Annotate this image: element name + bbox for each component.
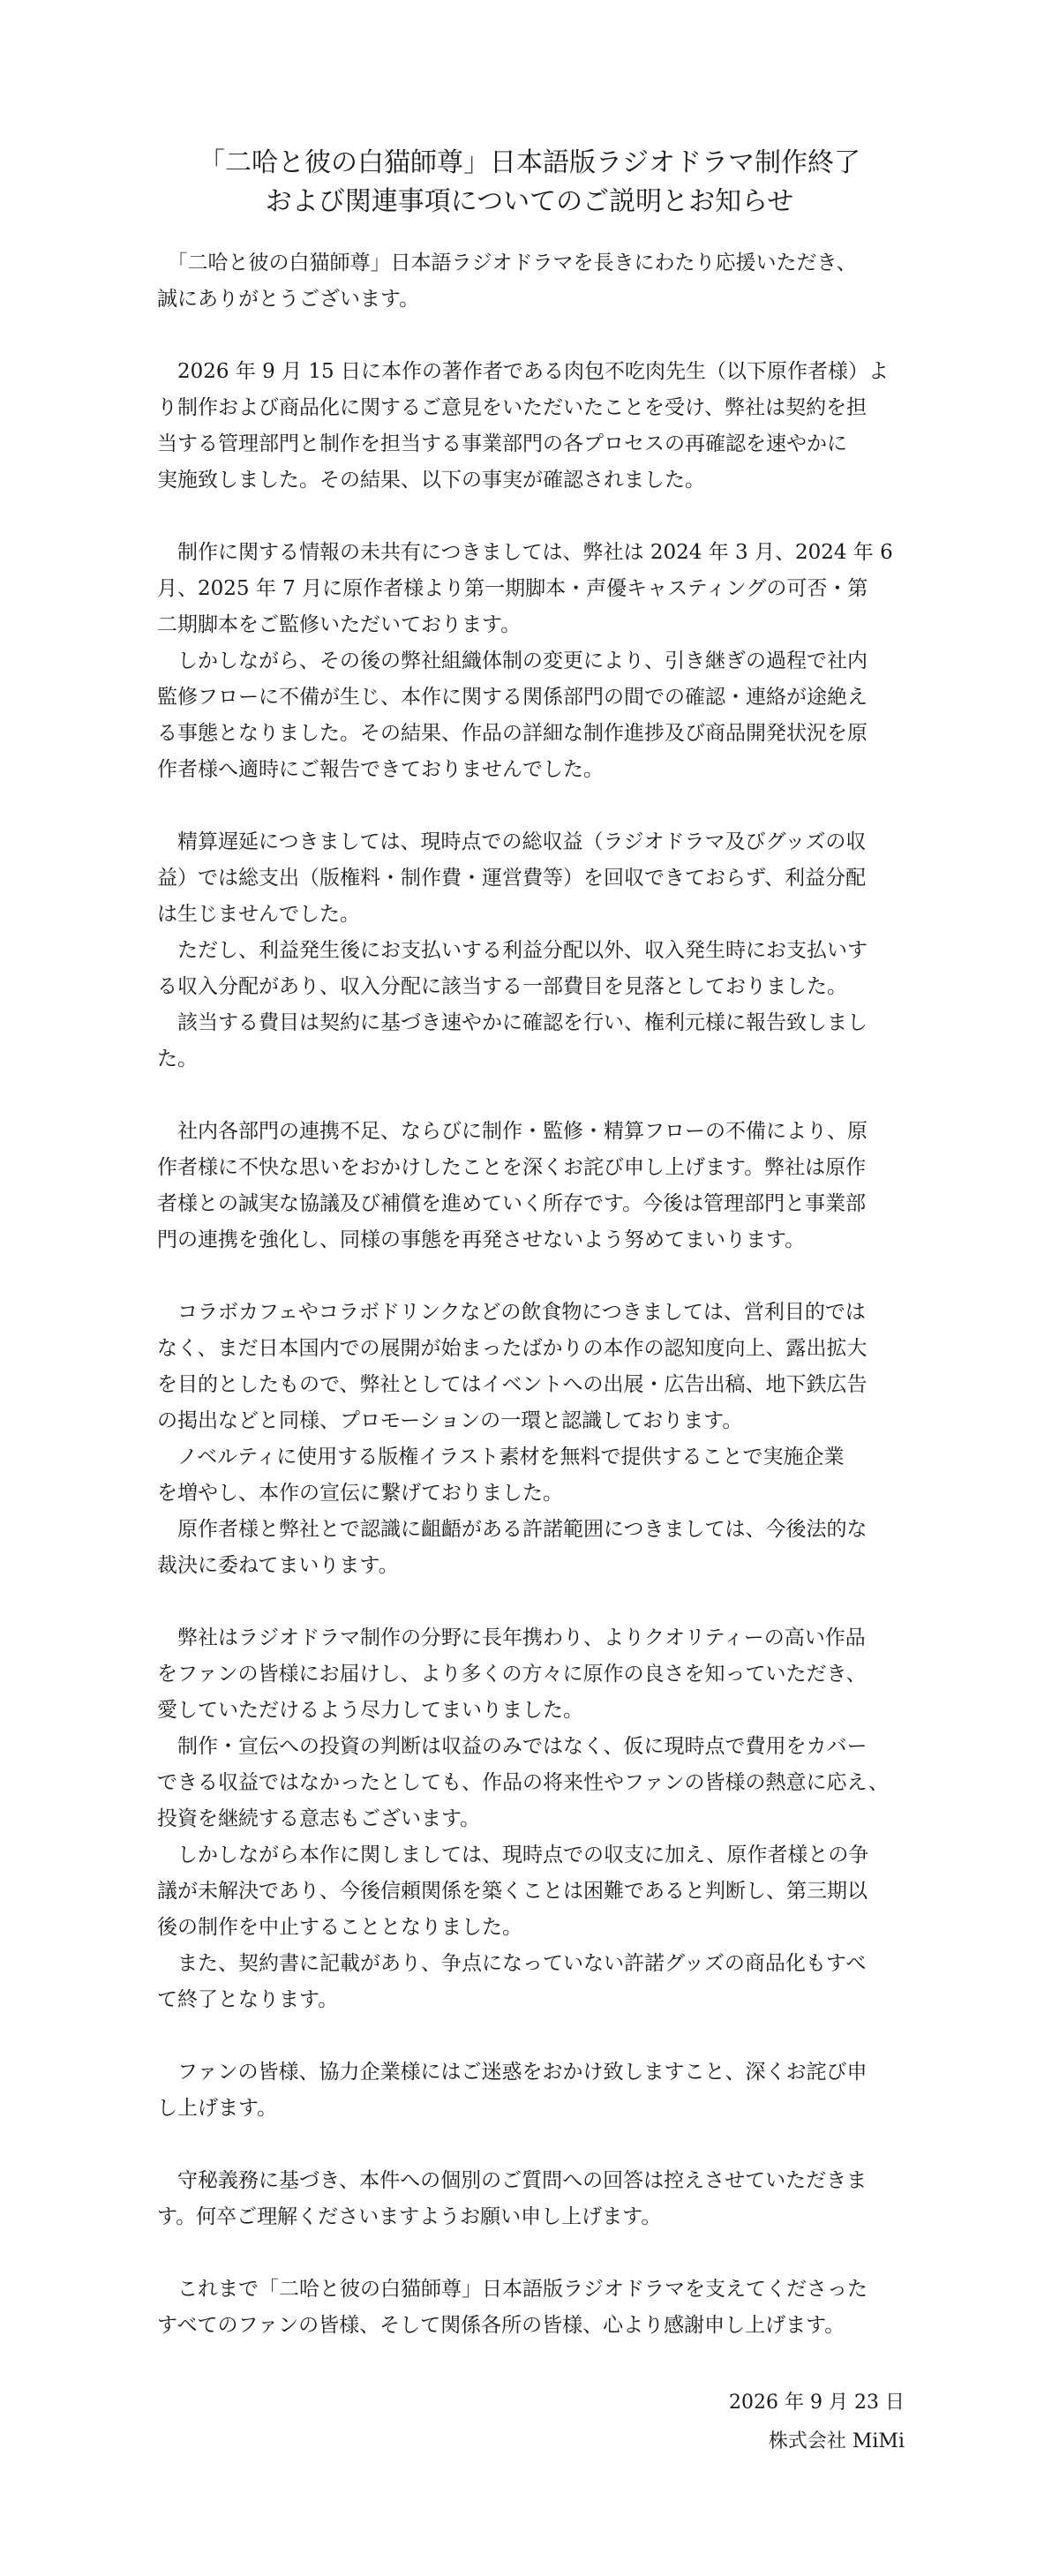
paragraph-line: をファンの皆様にお届けし、より多くの方々に原作の良さを知っていただき、 bbox=[157, 1663, 867, 1686]
paragraph bbox=[157, 1114, 902, 1258]
paragraph-line: 門の連携を強化し、同様の事態を再発させないよう努めてまいります。 bbox=[157, 1228, 806, 1251]
paragraph-line: 2026 年 9 月 15 日に本作の著作者である肉包不吃肉先生（以下原作者様）よ bbox=[157, 360, 889, 383]
paragraph-line: 投資を継続する意志もございます。 bbox=[157, 1807, 481, 1830]
paragraph-line: を目的としたもので、弊社としてはイベントへの出展・広告出稿、地下鉄広告 bbox=[157, 1373, 867, 1396]
paragraph-line: た。 bbox=[157, 1048, 198, 1070]
paragraph-line: 誠にありがとうございます。 bbox=[157, 288, 420, 311]
paragraph bbox=[157, 1295, 902, 1584]
paragraph-line: これまで「二哈と彼の白猫師尊」日本語版ラジオドラマを支えてくださった bbox=[157, 2278, 867, 2301]
paragraph-line: また、契約書に記載があり、争点になっていない許諾グッズの商品化もすべ bbox=[157, 1952, 867, 1975]
paragraph-line: す。何卒ご理解くださいますようお願い申し上げます。 bbox=[157, 2205, 662, 2228]
paragraph-line: ただし、利益発生後にお支払いする利益分配以外、収入発生時にお支払いす bbox=[157, 939, 867, 962]
signature-date: 2026 年 9 月 23 日 bbox=[729, 2392, 905, 2414]
signature-company: 株式会社 MiMi bbox=[768, 2430, 905, 2452]
title-line: および関連事項についてのご説明とお知らせ bbox=[265, 186, 794, 217]
paragraph-line: は生じませんでした。 bbox=[157, 903, 360, 926]
paragraph bbox=[157, 354, 902, 499]
paragraph-line: 議が未解決であり、今後信頼関係を築くことは困難であると判断し、第三期以 bbox=[157, 1880, 867, 1903]
paragraph-line: なく、まだ日本国内での展開が始まったばかりの本作の認知度向上、露出拡大 bbox=[157, 1337, 867, 1360]
paragraph-line: 原作者様と弊社とで認識に齟齬がある許諾範囲につきましては、今後法的な bbox=[157, 1518, 867, 1541]
paragraph-line: 益）では総支出（版権料・制作費・運営費等）を回収できておらず、利益分配 bbox=[157, 867, 867, 890]
paragraph-line: すべてのファンの皆様、そして関係各所の皆様、心より感謝申し上げます。 bbox=[157, 2314, 845, 2337]
paragraph-line: 社内各部門の連携不足、ならびに制作・監修・精算フローの不備により、原 bbox=[157, 1120, 867, 1143]
paragraph bbox=[157, 824, 902, 1078]
paragraph-line: 者様との誠実な協議及び補償を進めていく所存です。今後は管理部門と事業部 bbox=[157, 1192, 867, 1215]
signature-block bbox=[729, 2384, 905, 2461]
paragraph-line: 月、2025 年 7 月に原作者様より第一期脚本・声優キャスティングの可否・第 bbox=[157, 577, 868, 600]
paragraph-line: 作者様へ適時にご報告できておりませんでした。 bbox=[157, 758, 604, 781]
paragraph-line: できる収益ではなかったとしても、作品の将来性やファンの皆様の熱意に応え、 bbox=[157, 1771, 889, 1794]
paragraph-line: 作者様に不快な思いをおかけしたことを深くお詫び申し上げます。弊社は原作 bbox=[157, 1156, 867, 1179]
paragraph-line: 「二哈と彼の白猫師尊」日本語ラジオドラマを長きにわたり応援いただき、 bbox=[157, 252, 857, 274]
paragraph-line: 後の制作を中止することとなりました。 bbox=[157, 1916, 522, 1939]
paragraph-line: 実施致しました。その結果、以下の事実が確認されました。 bbox=[157, 469, 705, 492]
paragraph-line: 守秘義務に基づき、本件への個別のご質問への回答は控えさせていただきま bbox=[157, 2169, 867, 2192]
paragraph-line: 監修フローに不備が生じ、本作に関する関係部門の間での確認・連絡が途絶え bbox=[157, 686, 867, 709]
paragraph-line: 制作に関する情報の未共有につきましては、弊社は 2024 年 3 月、2024 年 6 bbox=[157, 541, 893, 564]
paragraph-line: コラボカフェやコラボドリンクなどの飲食物につきましては、営利目的では bbox=[157, 1301, 866, 1324]
document-body bbox=[157, 245, 902, 2380]
title-line: 「二哈と彼の白猫師尊」日本語版ラジオドラマ制作終了 bbox=[199, 147, 860, 178]
paragraph-line: しかしながら本作に関しましては、現時点での収支に加え、原作者様との争 bbox=[157, 1844, 869, 1866]
paragraph-line: しかしながら、その後の弊社組織体制の変更により、引き継ぎの過程で社内 bbox=[157, 650, 867, 672]
paragraph-line: 該当する費目は契約に基づき速やかに確認を行い、権利元様に報告致しまし bbox=[157, 1011, 867, 1034]
paragraph bbox=[157, 1620, 902, 2018]
paragraph-line: ノベルティに使用する版権イラスト素材を無料で提供することで実施企業 bbox=[157, 1446, 845, 1468]
paragraph-line: を増やし、本作の宣伝に繋げておりました。 bbox=[157, 1482, 563, 1505]
paragraph bbox=[157, 535, 902, 788]
paragraph-line: し上げます。 bbox=[157, 2097, 278, 2120]
document-title bbox=[0, 144, 1059, 222]
paragraph-line: 当する管理部門と制作を担当する事業部門の各プロセスの再確認を速やかに bbox=[157, 432, 847, 455]
paragraph-line: 制作・宣伝への投資の判断は収益のみではなく、仮に現時点で費用をカバー bbox=[157, 1735, 867, 1758]
paragraph-line: 愛していただけるよう尽力してまいりました。 bbox=[157, 1699, 583, 1722]
paragraph-line: 弊社はラジオドラマ制作の分野に長年携わり、よりクオリティーの高い作品 bbox=[157, 1626, 866, 1649]
paragraph-line: る事態となりました。その結果、作品の詳細な制作進捗及び商品開発状況を原 bbox=[157, 722, 867, 745]
paragraph-line: ファンの皆様、協力企業様にはご迷惑をおかけ致しますこと、深くお詫び申 bbox=[157, 2061, 867, 2084]
paragraph bbox=[157, 245, 902, 318]
paragraph-line: の掲出などと同様、プロモーションの一環と認識しております。 bbox=[157, 1409, 743, 1432]
paragraph-line: る収入分配があり、収入分配に該当する一部費目を見落としておりました。 bbox=[157, 975, 847, 998]
paragraph-line: り制作および商品化に関するご意見をいただいたことを受け、弊社は契約を担 bbox=[157, 396, 867, 419]
paragraph bbox=[157, 2163, 902, 2235]
paragraph-line: て終了となります。 bbox=[157, 1988, 339, 2011]
paragraph-line: 精算遅延につきましては、現時点での総収益（ラジオドラマ及びグッズの収 bbox=[157, 830, 867, 853]
paragraph bbox=[157, 2054, 902, 2127]
paragraph-line: 二期脚本をご監修いただいております。 bbox=[157, 613, 522, 636]
paragraph-line: 裁決に委ねてまいります。 bbox=[157, 1554, 399, 1577]
paragraph bbox=[157, 2272, 902, 2344]
